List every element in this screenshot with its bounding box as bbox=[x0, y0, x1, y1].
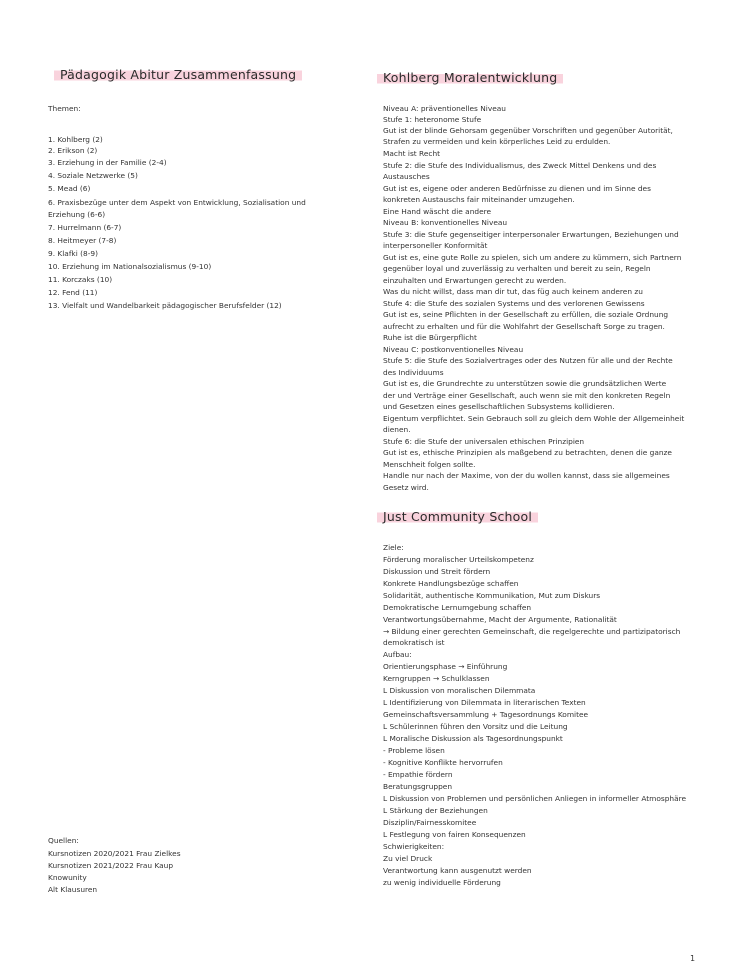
jcs-line: L Festlegung von fairen Konsequenzen bbox=[383, 830, 526, 839]
kohlberg-line: Stufe 3: die Stufe gegenseitiger interpersonaler Erwartungen, Beziehungen und bbox=[383, 230, 679, 239]
source-item: Kursnotizen 2020/2021 Frau Zielkes bbox=[48, 849, 181, 858]
jcs-line: Gemeinschaftsversammlung + Tagesordnungs Komitee bbox=[383, 710, 589, 719]
jcs-line: L Diskussion von moralischen Dilemmata bbox=[383, 686, 536, 695]
kohlberg-line: Gut ist es, eigene oder anderen Bedürfnisse zu dienen und im Sinne des bbox=[383, 184, 651, 193]
jcs-line: L Identifizierung von Dilemmata in literarischen Texten bbox=[383, 698, 586, 707]
theme-item: 12. Fend (11) bbox=[48, 288, 98, 297]
kohlberg-line: Gut ist es, die Grundrechte zu unterstützen sowie die grundsätzlichen Werte bbox=[383, 379, 667, 388]
jcs-line: L Moralische Diskussion als Tagesordnungspunkt bbox=[383, 734, 563, 743]
jcs-line: - Kognitive Konflikte hervorrufen bbox=[383, 758, 503, 767]
jcs-title: Just Community School bbox=[377, 509, 538, 524]
jcs-line: Solidarität, authentische Kommunikation, Mut zum Diskurs bbox=[383, 591, 601, 600]
kohlberg-line: Eigentum verpflichtet. Sein Gebrauch soll zu gleich dem Wohle der Allgemeinheit bbox=[383, 414, 685, 423]
kohlberg-line: Stufe 2: die Stufe des Individualismus, des Zweck Mittel Denkens und des bbox=[383, 161, 657, 170]
theme-item: 3. Erziehung in der Familie (2-4) bbox=[48, 158, 167, 167]
source-item: Knowunity bbox=[48, 873, 87, 882]
page-number: 1 bbox=[690, 954, 696, 963]
jcs-line: Diskussion und Streit fördern bbox=[383, 567, 491, 576]
jcs-line: L Schülerinnen führen den Vorsitz und die Leitung bbox=[383, 722, 568, 731]
kohlberg-line: Stufe 6: die Stufe der universalen ethischen Prinzipien bbox=[383, 437, 585, 446]
kohlberg-line: Gut ist es, seine Pflichten in der Gesellschaft zu erfüllen, die soziale Ordnung bbox=[383, 310, 669, 319]
themes-label: Themen: bbox=[48, 104, 81, 113]
jcs-line: Schwierigkeiten: bbox=[383, 842, 445, 851]
jcs-line: Disziplin/Fairnesskomitee bbox=[383, 818, 477, 827]
kohlberg-line: Was du nicht willst, dass man dir tut, das füg auch keinem anderen zu bbox=[383, 287, 643, 296]
theme-item: 11. Korczaks (10) bbox=[48, 275, 113, 284]
kohlberg-line: Gut ist es, eine gute Rolle zu spielen, sich um andere zu kümmern, sich Partnern bbox=[383, 253, 682, 262]
jcs-line: L Stärkung der Beziehungen bbox=[383, 806, 488, 815]
page-title: Pädagogik Abitur Zusammenfassung bbox=[54, 67, 302, 82]
jcs-line: Zu viel Druck bbox=[383, 854, 433, 863]
kohlberg-line: interpersoneller Konformität bbox=[383, 241, 488, 250]
kohlberg-line: Stufe 1: heteronome Stufe bbox=[383, 115, 482, 124]
theme-item: 4. Soziale Netzwerke (5) bbox=[48, 171, 138, 180]
kohlberg-line: Gut ist der blinde Gehorsam gegenüber Vorschriften und gegenüber Autorität, bbox=[383, 126, 673, 135]
kohlberg-line: Niveau B: konventionelles Niveau bbox=[383, 218, 508, 227]
kohlberg-line: aufrecht zu erhalten und für die Wohlfahrt der Gesellschaft Sorge zu tragen. bbox=[383, 322, 665, 331]
kohlberg-line: Gut ist es, ethische Prinzipien als maßgebend zu betrachten, denen die ganze bbox=[383, 448, 672, 457]
kohlberg-line: Stufe 5: die Stufe des Sozialvertrages oder des Nutzen für alle und der Rechte bbox=[383, 356, 673, 365]
kohlberg-line: Stufe 4: die Stufe des sozialen Systems und des verlorenen Gewissens bbox=[383, 299, 645, 308]
theme-item: 7. Hurrelmann (6-7) bbox=[48, 223, 122, 232]
jcs-line: - Probleme lösen bbox=[383, 746, 445, 755]
jcs-line: Orientierungsphase → Einführung bbox=[383, 662, 508, 671]
kohlberg-line: Eine Hand wäscht die andere bbox=[383, 207, 492, 216]
theme-item: 6. Praxisbezüge unter dem Aspekt von Entwicklung, Sozialisation und bbox=[48, 198, 306, 207]
jcs-line: Beratungsgruppen bbox=[383, 782, 453, 791]
jcs-line: Verantwortung kann ausgenutzt werden bbox=[383, 866, 532, 875]
kohlberg-line: und Gesetzen eines gesellschaftlichen Subsystems kollidieren. bbox=[383, 402, 615, 411]
kohlberg-line: des Individuums bbox=[383, 368, 444, 377]
jcs-line: Förderung moralischer Urteilskompetenz bbox=[383, 555, 534, 564]
source-item: Alt Klausuren bbox=[48, 885, 98, 894]
theme-item: 13. Vielfalt und Wandelbarkeit pädagogischer Berufsfelder (12) bbox=[48, 301, 282, 310]
jcs-line: demokratisch ist bbox=[383, 638, 445, 647]
kohlberg-line: Gesetz wird. bbox=[383, 483, 429, 492]
sources-label: Quellen: bbox=[48, 836, 79, 845]
theme-item: 1. Kohlberg (2) bbox=[48, 135, 103, 144]
jcs-line: Ziele: bbox=[383, 543, 404, 552]
kohlberg-line: gegenüber loyal und zuverlässig zu verhalten und bereit zu sein, Regeln bbox=[383, 264, 651, 273]
theme-item: 5. Mead (6) bbox=[48, 184, 91, 193]
theme-item: Erziehung (6-6) bbox=[48, 210, 106, 219]
kohlberg-line: der und Verträge einer Gesellschaft, auch wenn sie mit den konkreten Regeln bbox=[383, 391, 671, 400]
jcs-line: Demokratische Lernumgebung schaffen bbox=[383, 603, 532, 612]
theme-item: 9. Klafki (8-9) bbox=[48, 249, 98, 258]
kohlberg-line: Menschheit folgen sollte. bbox=[383, 460, 476, 469]
kohlberg-line: Ruhe ist die Bürgerpflicht bbox=[383, 333, 477, 342]
kohlberg-title: Kohlberg Moralentwicklung bbox=[377, 70, 563, 85]
kohlberg-line: Macht ist Recht bbox=[383, 149, 441, 158]
kohlberg-line: konkreten Austauschs fair miteinander umzugehen. bbox=[383, 195, 575, 204]
kohlberg-line: Niveau A: präventionelles Niveau bbox=[383, 104, 506, 113]
jcs-line: Kerngruppen → Schulklassen bbox=[383, 674, 490, 683]
jcs-line: Konkrete Handlungsbezüge schaffen bbox=[383, 579, 519, 588]
theme-item: 8. Heitmeyer (7-8) bbox=[48, 236, 117, 245]
source-item: Kursnotizen 2021/2022 Frau Kaup bbox=[48, 861, 174, 870]
kohlberg-line: Niveau C: postkonventionelles Niveau bbox=[383, 345, 524, 354]
jcs-line: - Empathie fördern bbox=[383, 770, 453, 779]
jcs-line: → Bildung einer gerechten Gemeinschaft, die regelgerechte und partizipatorisch bbox=[383, 627, 681, 636]
jcs-line: L Diskussion von Problemen und persönlichen Anliegen in informeller Atmosphäre bbox=[383, 794, 687, 803]
kohlberg-line: einzuhalten und Erwartungen gerecht zu werden. bbox=[383, 276, 567, 285]
kohlberg-line: Austausches bbox=[383, 172, 430, 181]
jcs-line: Aufbau: bbox=[383, 650, 412, 659]
kohlberg-line: Strafen zu vermeiden und kein körperliches Leid zu erdulden. bbox=[383, 137, 611, 146]
jcs-line: zu wenig individuelle Förderung bbox=[383, 878, 501, 887]
jcs-line: Verantwortungsübernahme, Macht der Argumente, Rationalität bbox=[383, 615, 617, 624]
kohlberg-line: Handle nur nach der Maxime, von der du wollen kannst, dass sie allgemeines bbox=[383, 471, 670, 480]
kohlberg-line: dienen. bbox=[383, 425, 411, 434]
theme-item: 10. Erziehung im Nationalsozialismus (9-10) bbox=[48, 262, 212, 271]
theme-item: 2. Erikson (2) bbox=[48, 146, 98, 155]
